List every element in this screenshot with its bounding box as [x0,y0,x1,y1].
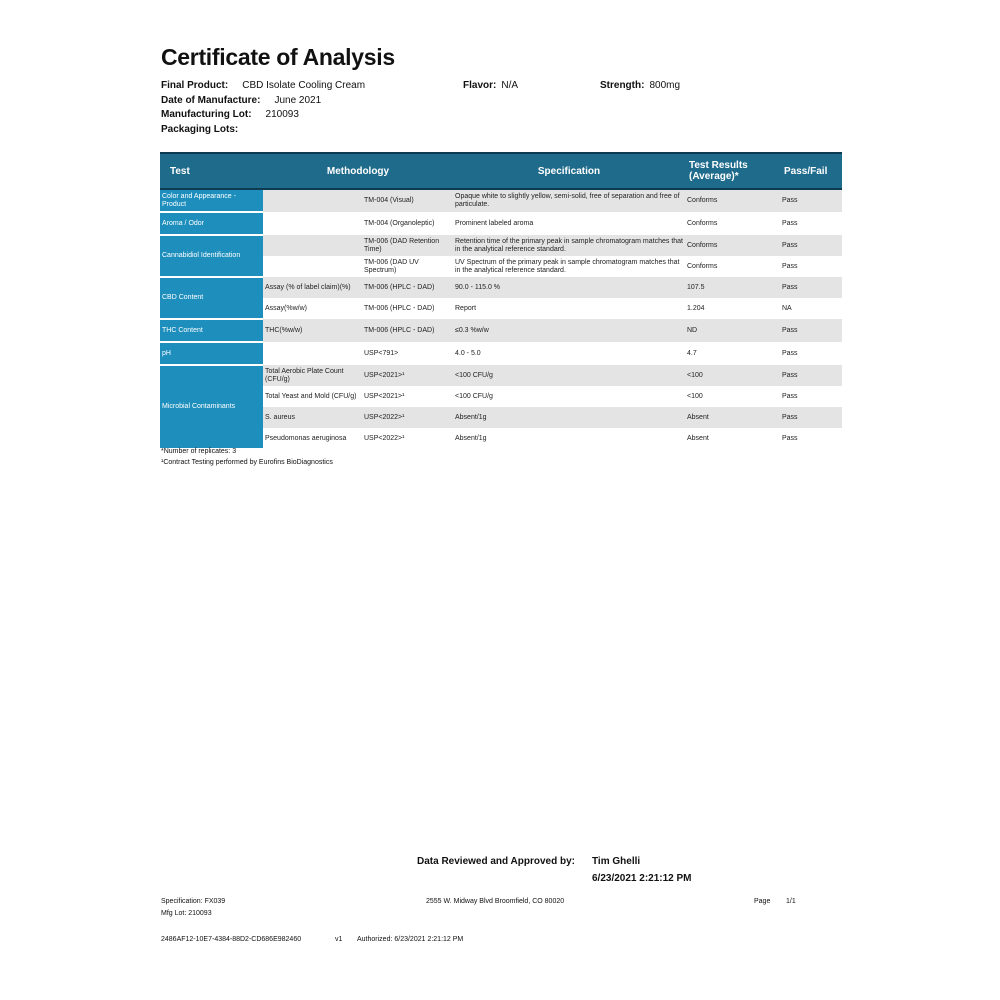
spec-cell: ≤0.3 %w/w [453,319,685,342]
result-cell: Absent [685,407,780,428]
approval-datetime: 6/23/2021 2:21:12 PM [592,873,692,884]
result-cell: Conforms [685,212,780,235]
analysis-table [160,152,842,450]
spec-cell: Retention time of the primary peak in sample chromatogram matches that in the analytical reference standard. [453,235,685,256]
method-cell: TM-006 (DAD Retention Time) [362,235,453,256]
assay-cell: Assay (% of label claim)(%) [263,277,362,298]
method-cell: USP<2022>¹ [362,407,453,428]
table-row [160,319,842,342]
authorized-stamp: Authorized: 6/23/2021 2:21:12 PM [357,936,464,943]
result-cell: Conforms [685,189,780,212]
spec-cell: Opaque white to slightly yellow, semi-solid, free of separation and free of particulate. [453,189,685,212]
spec-cell: Absent/1g [453,407,685,428]
spec-cell: <100 CFU/g [453,386,685,407]
flavor-value: N/A [501,80,519,91]
method-cell: USP<2021>¹ [362,365,453,386]
pass-cell: Pass [780,428,842,449]
assay-cell: Assay(%w/w) [263,298,362,319]
table-row [160,428,842,449]
assay-cell: Pseudomonas aeruginosa [263,428,362,449]
col-header-pass-fail: Pass/Fail [780,153,842,189]
spec-cell: Absent/1g [453,428,685,449]
lot-label: Manufacturing Lot: [161,109,252,120]
strength-value: 800mg [649,80,681,91]
mfg-lot: Mfg Lot: 210093 [161,910,212,917]
pass-cell: Pass [780,235,842,256]
table-row [160,235,842,256]
pass-cell: NA [780,298,842,319]
flavor-label: Flavor: [463,80,497,91]
test-name: THC Content [160,319,263,342]
assay-cell [263,342,362,365]
method-cell: USP<791> [362,342,453,365]
table-row [160,365,842,386]
document-id: 2486AF12-10E7-4384-88D2-CD686E982460 [161,936,302,943]
final-product-value: CBD Isolate Cooling Cream [242,80,366,91]
assay-cell: Total Aerobic Plate Count (CFU/g) [263,365,362,386]
test-name: Aroma / Odor [160,212,263,235]
pass-cell: Pass [780,365,842,386]
assay-cell [263,235,362,256]
assay-cell [263,212,362,235]
strength-line [600,80,680,91]
test-name: CBD Content [160,277,263,319]
date-label: Date of Manufacture: [161,95,261,106]
spec-cell: 90.0 - 115.0 % [453,277,685,298]
method-cell: TM-006 (HPLC - DAD) [362,319,453,342]
test-name: Color and Appearance - Product [160,189,263,212]
method-cell: TM-006 (DAD UV Spectrum) [362,256,453,277]
page-label: Page [754,898,771,905]
test-name: Microbial Contaminants [160,365,263,449]
col-header-methodology: Methodology [263,153,453,189]
spec-cell: UV Spectrum of the primary peak in sample chromatogram matches that in the analytical reference standard. [453,256,685,277]
assay-cell [263,256,362,277]
page-number: 1/1 [786,898,796,905]
method-cell: USP<2022>¹ [362,428,453,449]
pass-cell: Pass [780,386,842,407]
assay-cell: Total Yeast and Mold (CFU/g) [263,386,362,407]
table-row [160,298,842,319]
method-cell: TM-004 (Organoleptic) [362,212,453,235]
address: 2555 W. Midway Blvd Broomfield, CO 80020 [426,898,565,905]
col-header-test: Test [160,153,263,189]
pass-cell: Pass [780,256,842,277]
col-header-specification: Specification [453,153,685,189]
contract-note: ¹Contract Testing performed by Eurofins BioDiagnostics [161,459,333,466]
lot-line [161,109,299,120]
result-cell: 4.7 [685,342,780,365]
result-cell: <100 [685,365,780,386]
result-cell: 107.5 [685,277,780,298]
spec-cell: 4.0 - 5.0 [453,342,685,365]
table-row [160,189,842,212]
test-name: pH [160,342,263,365]
spec-cell: Prominent labeled aroma [453,212,685,235]
pass-cell: Pass [780,319,842,342]
table-row [160,277,842,298]
result-cell: <100 [685,386,780,407]
method-cell: TM-006 (HPLC - DAD) [362,277,453,298]
packaging-label: Packaging Lots: [161,124,239,135]
table-row [160,212,842,235]
result-cell: Conforms [685,256,780,277]
strength-label: Strength: [600,80,645,91]
method-cell: USP<2021>¹ [362,386,453,407]
pass-cell: Pass [780,407,842,428]
result-cell: 1.204 [685,298,780,319]
approval-label: Data Reviewed and Approved by: [417,856,575,867]
method-cell: TM-006 (HPLC - DAD) [362,298,453,319]
lot-value: 210093 [265,109,299,120]
flavor-line [463,80,518,91]
result-cell: Conforms [685,235,780,256]
pass-cell: Pass [780,342,842,365]
assay-cell: THC(%w/w) [263,319,362,342]
final-product-label: Final Product: [161,80,229,91]
method-cell: TM-004 (Visual) [362,189,453,212]
packaging-line [161,124,238,135]
final-product-line [161,80,365,91]
table-header-row [160,153,842,189]
approver-name: Tim Ghelli [592,856,641,867]
test-name: Cannabidiol Identification [160,235,263,277]
table-row [160,256,842,277]
spec-cell: <100 CFU/g [453,365,685,386]
table-row [160,407,842,428]
col-header-results: Test Results (Average)* [685,153,780,189]
replicates-note: *Number of replicates: 3 [161,448,237,455]
spec-cell: Report [453,298,685,319]
date-line [161,95,321,106]
date-value: June 2021 [274,95,322,106]
result-cell: Absent [685,428,780,449]
assay-cell: S. aureus [263,407,362,428]
table-row [160,342,842,365]
pass-cell: Pass [780,189,842,212]
assay-cell [263,189,362,212]
specification-code: Specification: FX039 [161,898,226,905]
pass-cell: Pass [780,277,842,298]
version: v1 [335,936,343,943]
page-title: Certificate of Analysis [161,44,395,70]
table-row [160,386,842,407]
pass-cell: Pass [780,212,842,235]
result-cell: ND [685,319,780,342]
